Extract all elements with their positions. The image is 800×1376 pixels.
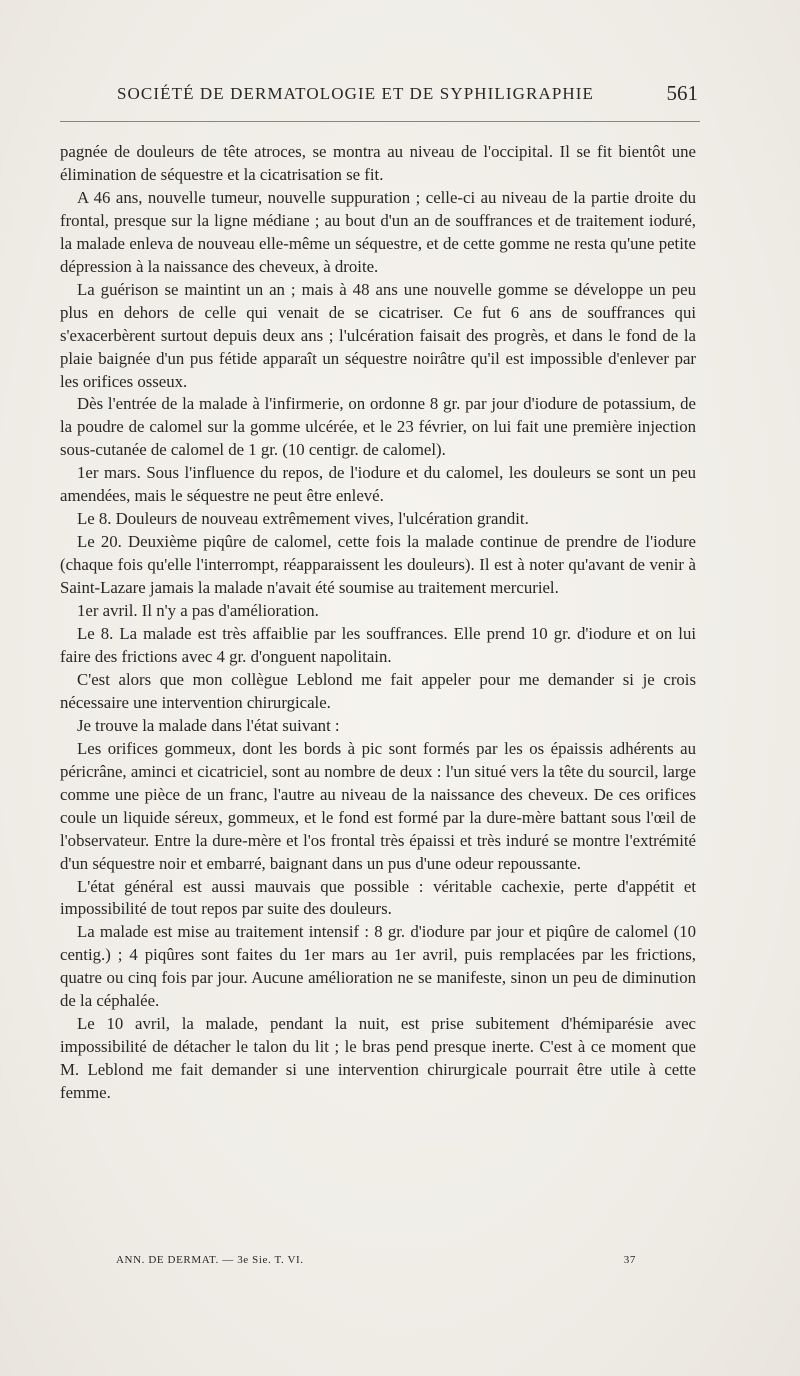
paragraph: Les orifices gommeux, dont les bords à pic sont formés par les os épaissis adhérents au péricrâne, aminci et cicatriciel, sont au nombre de deux : l'un situé vers la tête du sourcil, large comme une pièce de un franc, l'autre au niveau de la naissance des cheveux. De ces orifices coule un liquide séreux, gommeux, et le fond est formé par la dure-mère battant sous l'œil de l'observateur. Entre la dure-mère et l'os frontal très épaissi et très induré se montre l'extrémité d'un séquestre noir et embarré, baignant dans un pus d'une odeur repoussante. bbox=[60, 738, 696, 873]
paragraph: Le 8. La malade est très affaiblie par les souffrances. Elle prend 10 gr. d'iodure et on lui faire des frictions avec 4 gr. d'onguent napolitain. bbox=[60, 624, 696, 666]
paragraph: L'état général est aussi mauvais que possible : véritable cachexie, perte d'appétit et impossibilité de tout repos par suite des douleurs. bbox=[60, 876, 696, 919]
paragraph: 1er mars. Sous l'influence du repos, de l'iodure et du calomel, les douleurs se sont un peu amendées, mais le séquestre ne peut être enlevé. bbox=[60, 463, 696, 506]
sheet-number: 37 bbox=[623, 1254, 636, 1266]
paragraph: La guérison se maintint un an ; mais à 48 ans une nouvelle gomme se développe un peu plus en dehors de celle qui venait de se cicatriser. Ce fut 6 ans de souffrances qui s'exacerbèrent surtout depuis deux ans ; l'ulcération faisait des progrès, et dans le fond de la plaie baignée d'un pus fétide apparaît un séquestre noirâtre qu'il est impossible d'enlever par les orifices osseux. bbox=[60, 279, 696, 391]
paragraph: A 46 ans, nouvelle tumeur, nouvelle suppuration ; celle-ci au niveau de la partie droite du frontal, presque sur la ligne médiane ; au bout d'un an de souffrances et de traitement ioduré, la malade enleva de nouveau elle-même un séquestre, et de cette gomme ne resta qu'une petite dépression à la naissance des cheveux, à droite. bbox=[60, 187, 696, 276]
paragraph: Dès l'entrée de la malade à l'infirmerie, on ordonne 8 gr. par jour d'iodure de potassium, de la poudre de calomel sur la gomme ulcérée, et le 23 février, on lui fait une première injection sous-cutanée de calomel de 1 gr. (10 centigr. de calomel). bbox=[60, 394, 696, 460]
page-header bbox=[60, 81, 700, 114]
paragraph: 1er avril. Il n'y a pas d'amélioration. bbox=[77, 601, 319, 621]
paragraph: Je trouve la malade dans l'état suivant : bbox=[77, 715, 340, 735]
footer-signature: ANN. DE DERMAT. — 3e Sie. T. VI. bbox=[116, 1254, 304, 1266]
paragraph: pagnée de douleurs de tête atroces, se montra au niveau de l'occipital. Il se fit bientôt une élimination de séquestre et la cicatrisation se fit. bbox=[60, 142, 696, 184]
paragraph: Le 20. Deuxième piqûre de calomel, cette fois la malade continue de prendre de l'iodure (chaque fois qu'elle l'interrompt, réapparaissent les douleurs). Il est à noter qu'avant de venir à Saint-Lazare jamais la malade n'avait été soumise au traitement mercuriel. bbox=[60, 532, 696, 598]
header-rule bbox=[60, 121, 700, 122]
paragraph: Le 8. Douleurs de nouveau extrêmement vives, l'ulcération grandit. bbox=[77, 509, 529, 529]
paragraph: Le 10 avril, la malade, pendant la nuit, est prise subitement d'hémiparésie avec impossibilité de détacher le talon du lit ; le bras pend presque inerte. C'est à ce moment que M. Leblond me fait demander si une intervention chirurgicale pourrait être utile à cette femme. bbox=[60, 1014, 696, 1103]
paragraph: C'est alors que mon collègue Leblond me fait appeler pour me demander si je crois nécessaire une intervention chirurgicale. bbox=[60, 669, 696, 712]
paragraph: La malade est mise au traitement intensif : 8 gr. d'iodure par jour et piqûre de calomel (10 centig.) ; 4 piqûres sont faites du 1er mars au 1er avril, puis remplacées par les frictions, quatre ou cinq fois par jour. Aucune amélioration ne se manifeste, sinon un peu de diminution de la céphalée. bbox=[60, 922, 696, 1011]
running-head: SOCIÉTÉ DE DERMATOLOGIE ET DE SYPHILIGRAPHIE bbox=[117, 84, 595, 103]
page-number: 561 bbox=[666, 81, 698, 105]
body-text bbox=[60, 141, 696, 1105]
page-footer bbox=[116, 1254, 636, 1270]
